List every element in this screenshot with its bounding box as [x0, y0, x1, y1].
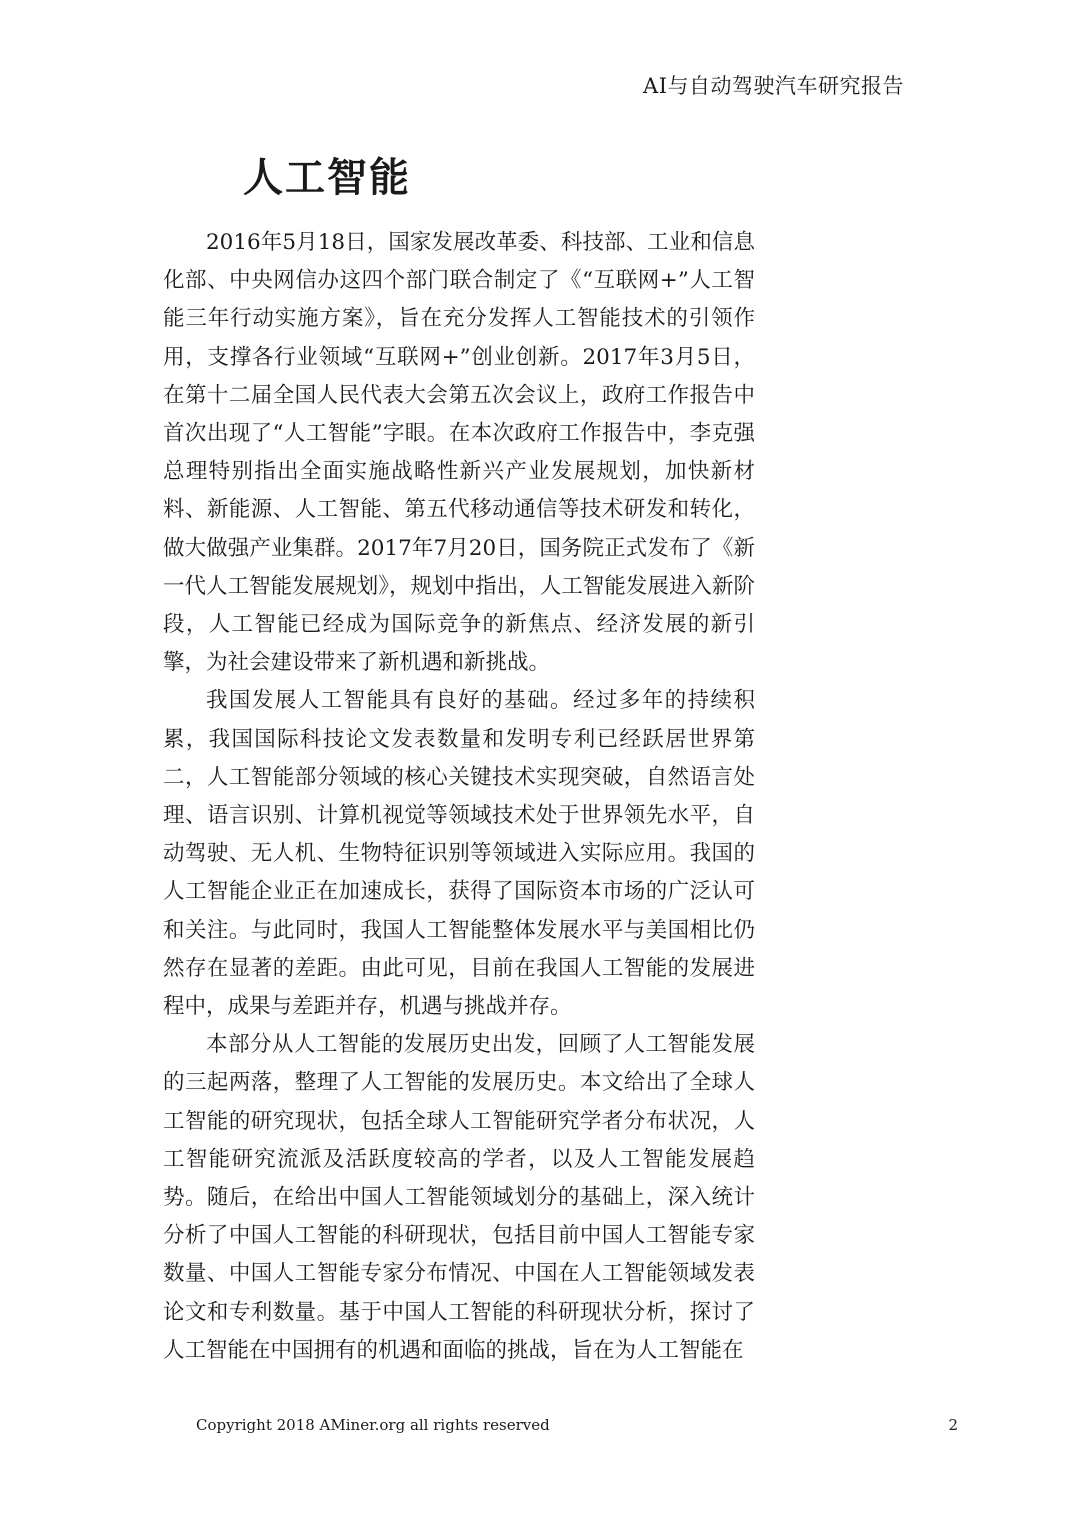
footer-copyright: Copyright 2018 AMiner.org all rights reserved — [196, 1416, 550, 1434]
page-number: 2 — [948, 1416, 958, 1434]
paragraph: 2016年5月18日，国家发展改革委、科技部、工业和信息化部、中央网信办这四个部门联合制定了《“互联网+”人工智能三年行动实施方案》，旨在充分发挥人工智能技术的引领作用，支撑各行业领域“互联网+”创业创新。2017年3月5日，在第十二届全国人民代表大会第五次会议上，政府工作报告中首次出现了“人工智能”字眼。在本次政府工作报告中，李克强总理特别指出全面实施战略性新兴产业发展规划，加快新材料、新能源、人工智能、第五代移动通信等技术研发和转化，做大做强产业集群。2017年7月20日，国务院正式发布了《新一代人工智能发展规划》，规划中指出，人工智能发展进入新阶段，人工智能已经成为国际竞争的新焦点、经济发展的新引擎，为社会建设带来了新机遇和新挑战。 — [163, 230, 755, 676]
paragraph: 我国发展人工智能具有良好的基础。经过多年的持续积累，我国国际科技论文发表数量和发明专利已经跃居世界第二，人工智能部分领域的核心关键技术实现突破，自然语言处理、语言识别、计算机视觉等领域技术处于世界领先水平，自动驾驶、无人机、生物特征识别等领域进入实际应用。我国的人工智能企业正在加速成长，获得了国际资本市场的广泛认可和关注。与此同时，我国人工智能整体发展水平与美国相比仍然存在显著的差距。由此可见，目前在我国人工智能的发展进程中，成果与差距并存，机遇与挑战并存。 — [163, 688, 755, 1020]
page-title: 人工智能 — [243, 155, 411, 201]
paragraph: 本部分从人工智能的发展历史出发，回顾了人工智能发展的三起两落，整理了人工智能的发展历史。本文给出了全球人工智能的研究现状，包括全球人工智能研究学者分布状况，人工智能研究流派及活跃度较高的学者，以及人工智能发展趋势。随后，在给出中国人工智能领域划分的基础上，深入统计分析了中国人工智能的科研现状，包括目前中国人工智能专家数量、中国人工智能专家分布情况、中国在人工智能领域发表论文和专利数量。基于中国人工智能的科研现状分析，探讨了人工智能在中国拥有的机遇和面临的挑战，旨在为人工智能在 — [163, 1032, 755, 1363]
running-header: AI与自动驾驶汽车研究报告 — [643, 74, 904, 98]
body-text — [163, 224, 755, 1370]
